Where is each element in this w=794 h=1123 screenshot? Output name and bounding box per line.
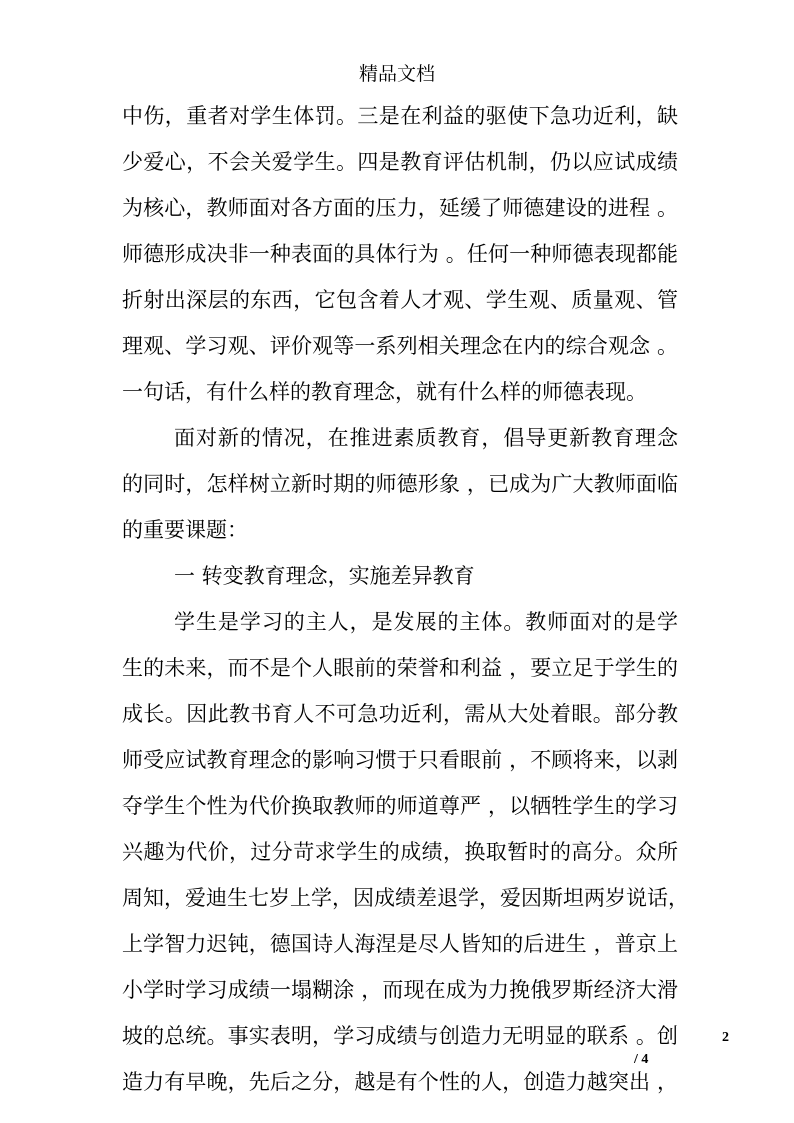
text-line: 一句话，有什么样的教育理念，就有什么样的师德表现。 (122, 380, 647, 404)
text-line: 少爱心，不会关爱学生。四是教育评估机制，仍以应试成绩 (122, 150, 678, 174)
text-line: 师德形成决非一种表面的具体行为 。任何一种师德表现都能 (122, 242, 678, 266)
text-line: 理观、学习观、评价观等一系列相关理念在内的综合观念 。 (122, 334, 678, 358)
text-line: 的重要课题： (122, 518, 248, 542)
text-line: 师受应试教育理念的影响习惯于只看眼前 ，不顾将来，以剥 (122, 748, 678, 772)
text-line: 坡的总统。事实表明，学习成绩与创造力无明显的联系 。创 (122, 1024, 678, 1048)
document-body (122, 93, 689, 1105)
header-title: 精品文档 (358, 63, 435, 85)
text-line: 生的未来，而不是个人眼前的荣誉和利益 ，要立足于学生的 (122, 656, 678, 680)
text-line: 中伤，重者对学生体罚。三是在利益的驱使下急功近利，缺 (122, 104, 678, 128)
text-line: 周知，爱迪生七岁上学，因成绩差退学，爱因斯坦两岁说话， (122, 886, 689, 910)
text-line: 造力有早晚，先后之分，越是有个性的人，创造力越突出 ， (122, 1070, 678, 1094)
page-number: 2 (722, 1030, 729, 1045)
text-line: 成长。因此教书育人不可急功近利，需从大处着眼。部分教 (122, 702, 678, 726)
text-line: 兴趣为代价，过分苛求学生的成绩，换取暂时的高分。众所 (122, 840, 678, 864)
text-line: 夺学生个性为代价换取教师的师道尊严 ，以牺牲学生的学习 (122, 794, 678, 818)
text-line: 的同时，怎样树立新时期的师德形象 ，已成为广大教师面临 (122, 472, 678, 496)
text-line: 小学时学习成绩一塌糊涂 ，而现在成为力挽俄罗斯经济大滑 (122, 978, 678, 1002)
text-line: 折射出深层的东西，它包含着人才观、学生观、质量观、管 (122, 288, 678, 312)
text-line: 为核心，教师面对各方面的压力，延缓了师德建设的进程 。 (122, 196, 678, 220)
section-heading: 一 转变教育理念，实施差异教育 (174, 564, 475, 588)
document-header (0, 60, 794, 88)
text-line: 学生是学习的主人，是发展的主体。教师面对的是学 (174, 610, 678, 634)
text-line: 面对新的情况，在推进素质教育，倡导更新教育理念 (174, 426, 678, 450)
page-total: / 4 (634, 1052, 649, 1067)
text-line: 上学智力迟钝，德国诗人海涅是尽人皆知的后进生 ，普京上 (122, 932, 678, 956)
